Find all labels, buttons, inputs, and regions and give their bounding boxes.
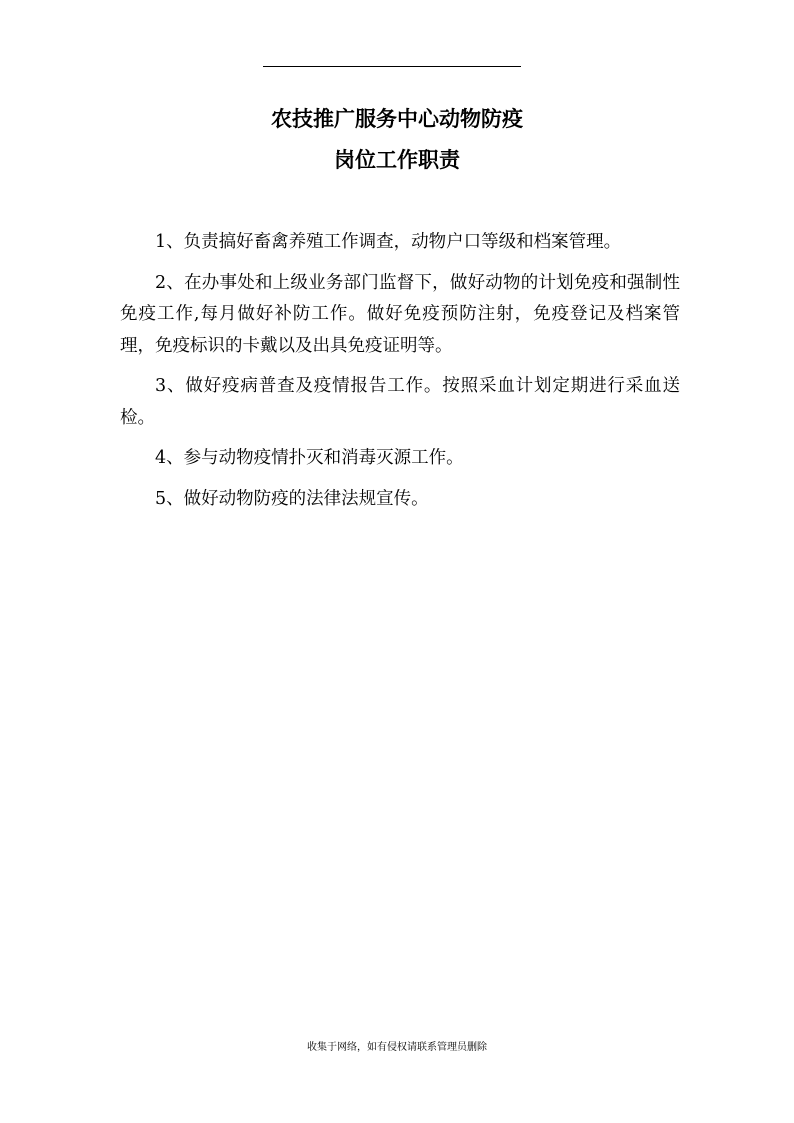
duty-item-1: 1、负责搞好畜禽养殖工作调查，动物户口等级和档案管理。: [155, 232, 622, 252]
duty-item-4: 4、参与动物疫情扑灭和消毒灭源工作。: [155, 448, 464, 468]
page-title: 农技推广服务中心动物防疫: [271, 106, 523, 131]
document-body: [120, 227, 680, 524]
duty-item-5: 5、做好动物防疫的法律法规宣传。: [155, 488, 429, 509]
duty-item-2: 2、在办事处和上级业务部门监督下，做好动物的计划免疫和强制性免疫工作,每月做好补防工作。做好免疫预防注射，免疫登记及档案管理，免疫标识的卡戴以及出具免疫证明等。: [120, 272, 680, 356]
duty-item-3: 3、做好疫病普查及疫情报告工作。按照采血计划定期进行采血送检。: [120, 376, 680, 428]
page-subtitle: 岗位工作职责: [334, 147, 460, 172]
footer-notice: 收集于网络，如有侵权请联系管理员删除: [307, 1042, 487, 1053]
header-rule: [263, 66, 521, 67]
